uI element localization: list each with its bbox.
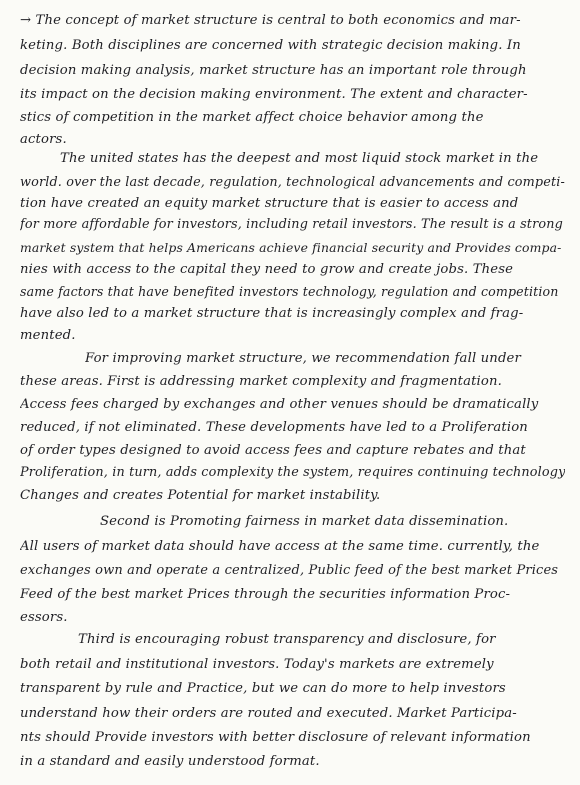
text-line-19: reduced, if not eliminated. These developments have led to a Proliferation (20, 420, 528, 435)
text-line-16: For improving market structure, we recommendation fall under (85, 351, 521, 366)
text-line-30: transparent by rule and Practice, but we can do more to help investors (20, 681, 506, 696)
text-line-18: Access fees charged by exchanges and other venues should be dramatically (20, 397, 539, 412)
text-line-23: Second is Promoting fairness in market data dissemination. (100, 514, 509, 529)
text-line-33: in a standard and easily understood format. (20, 754, 320, 769)
text-line-2: keting. Both disciplines are concerned with strategic decision making. In (20, 38, 521, 53)
text-line-27: essors. (20, 610, 68, 625)
text-line-17: these areas. First is addressing market complexity and fragmentation. (20, 374, 502, 389)
text-line-14: have also led to a market structure that is increasingly complex and frag- (20, 306, 524, 321)
text-line-32: nts should Provide investors with better disclosure of relevant information (20, 730, 531, 745)
text-line-22: Changes and creates Potential for market instability. (20, 488, 381, 503)
text-line-24: All users of market data should have access at the same time. currently, the (20, 539, 540, 554)
text-line-29: both retail and institutional investors. Today's markets are extremely (20, 657, 494, 672)
text-line-13: same factors that have benefited investors technology, regulation and competition (20, 284, 559, 299)
text-line-21: Proliferation, in turn, adds complexity the system, requires continuing technology (20, 465, 565, 480)
text-line-7: The united states has the deepest and most liquid stock market in the (60, 151, 539, 166)
text-line-4: its impact on the decision making environment. The extent and character- (20, 87, 528, 102)
text-line-3: decision making analysis, market structure has an important role through (20, 63, 527, 78)
text-line-11: market system that helps Americans achieve financial security and Provides compa- (20, 240, 562, 255)
text-line-8: world. over the last decade, regulation, technological advancements and competi- (20, 175, 565, 190)
text-line-25: exchanges own and operate a centralized, Public feed of the best market Prices (20, 563, 559, 578)
text-line-10: for more affordable for investors, including retail investors. The result is a strong (20, 217, 563, 232)
text-line-6: actors. (20, 132, 67, 147)
text-line-26: Feed of the best market Prices through the securities information Proc- (20, 587, 511, 602)
text-line-9: tion have created an equity market structure that is easier to access and (20, 196, 519, 211)
text-line-20: of order types designed to avoid access fees and capture rebates and that (20, 443, 526, 458)
text-line-28: Third is encouraging robust transparency and disclosure, for (78, 632, 496, 647)
text-line-5: stics of competition in the market affect choice behavior among the (20, 110, 484, 125)
text-line-15: mented. (20, 328, 76, 343)
text-line-31: understand how their orders are routed and executed. Market Participa- (20, 706, 517, 721)
text-line-1: → The concept of market structure is central to both economics and mar- (20, 13, 521, 28)
text-line-12: nies with access to the capital they need to grow and create jobs. These (20, 262, 514, 277)
